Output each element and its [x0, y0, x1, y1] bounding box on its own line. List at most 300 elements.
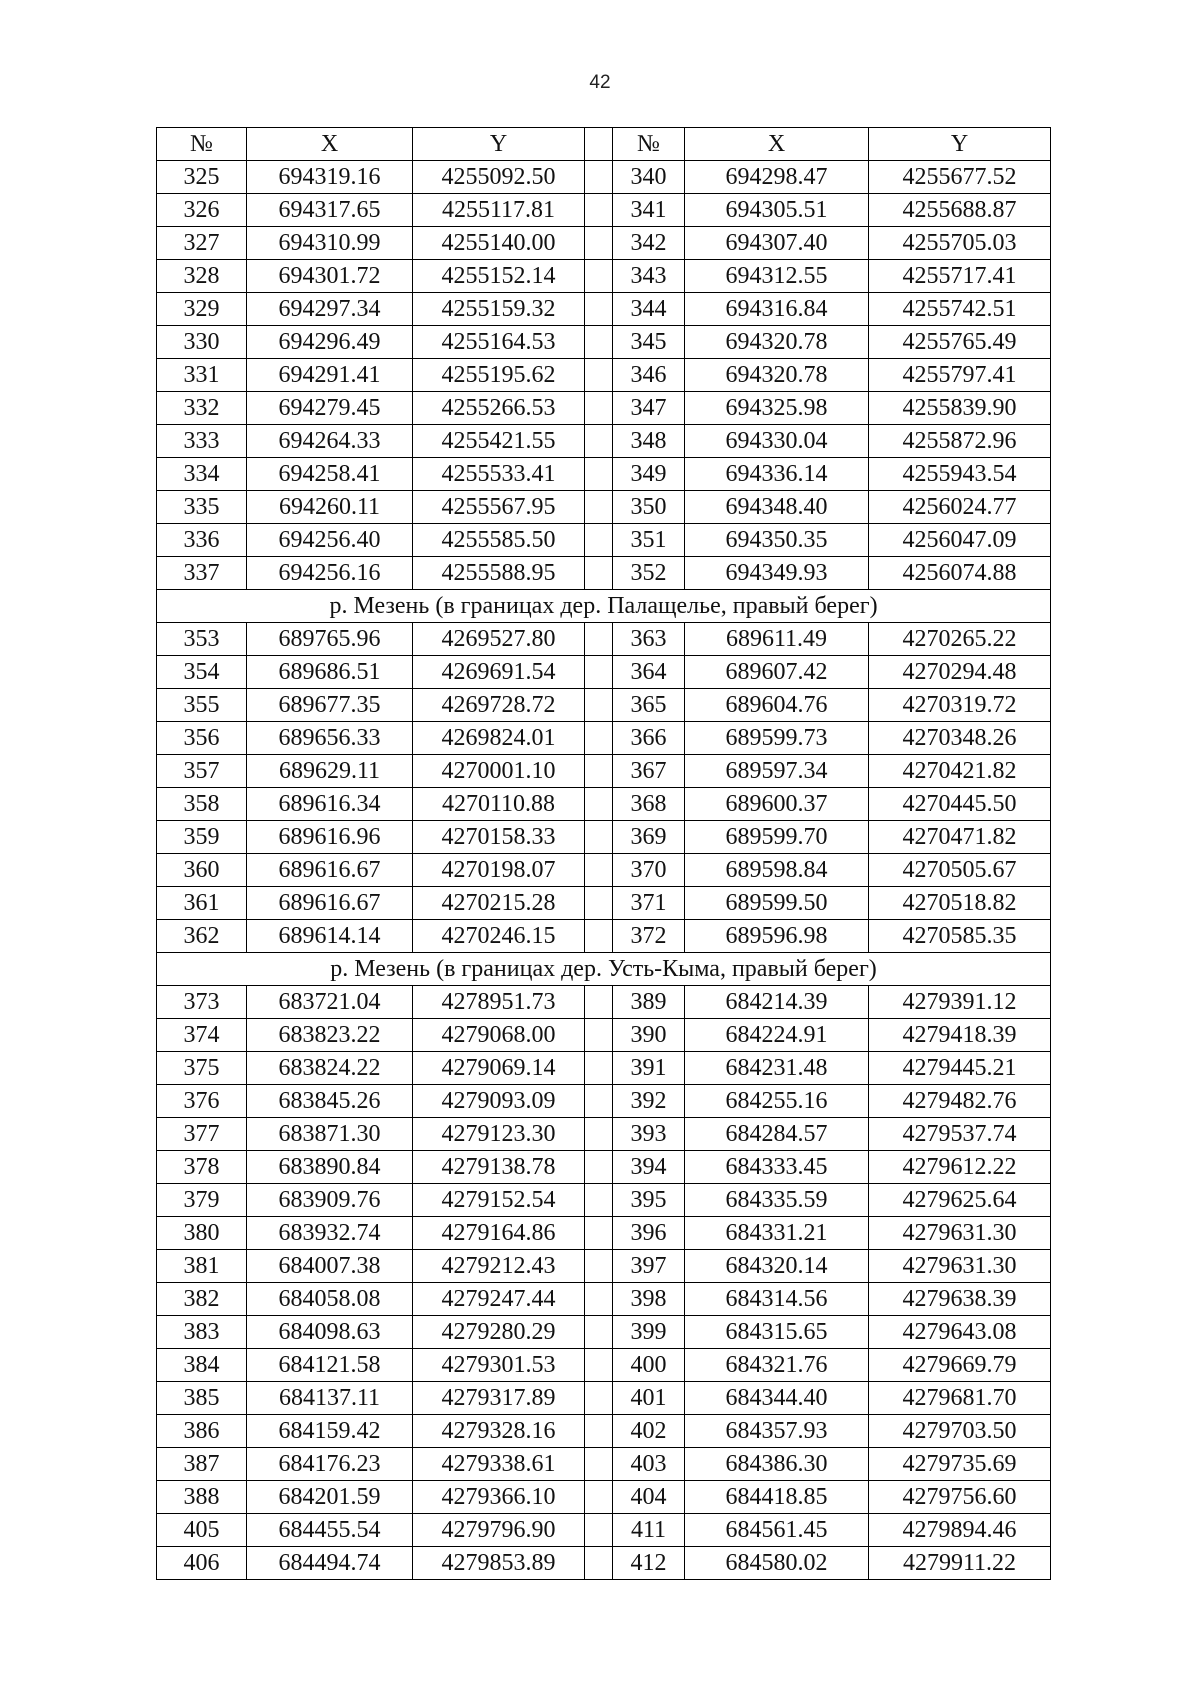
x-left: 683823.22 — [247, 1019, 413, 1052]
table-row — [157, 1151, 1051, 1184]
point-number-left: 354 — [157, 656, 247, 689]
y-right: 4255688.87 — [869, 194, 1051, 227]
point-number-left: 337 — [157, 557, 247, 590]
x-right: 694325.98 — [685, 392, 869, 425]
point-number-left: 388 — [157, 1481, 247, 1514]
header-row — [157, 128, 1051, 161]
point-number-right: 367 — [613, 755, 685, 788]
y-left: 4279796.90 — [413, 1514, 585, 1547]
y-right: 4256024.77 — [869, 491, 1051, 524]
spacer-cell — [585, 1316, 613, 1349]
x-right: 684255.16 — [685, 1085, 869, 1118]
x-left: 689629.11 — [247, 755, 413, 788]
point-number-left: 332 — [157, 392, 247, 425]
y-right: 4279756.60 — [869, 1481, 1051, 1514]
spacer-cell — [585, 227, 613, 260]
point-number-left: 374 — [157, 1019, 247, 1052]
x-left: 689765.96 — [247, 623, 413, 656]
spacer-cell — [585, 1514, 613, 1547]
point-number-right: 343 — [613, 260, 685, 293]
header-y-right: Y — [869, 128, 1051, 161]
table-row — [157, 986, 1051, 1019]
y-left: 4270001.10 — [413, 755, 585, 788]
y-left: 4255117.81 — [413, 194, 585, 227]
x-right: 694307.40 — [685, 227, 869, 260]
point-number-left: 334 — [157, 458, 247, 491]
point-number-right: 351 — [613, 524, 685, 557]
y-right: 4279735.69 — [869, 1448, 1051, 1481]
table-row — [157, 1382, 1051, 1415]
x-right: 684321.76 — [685, 1349, 869, 1382]
table-row — [157, 392, 1051, 425]
point-number-left: 328 — [157, 260, 247, 293]
y-right: 4270505.67 — [869, 854, 1051, 887]
x-right: 684231.48 — [685, 1052, 869, 1085]
x-right: 689599.50 — [685, 887, 869, 920]
spacer-cell — [585, 293, 613, 326]
y-left: 4279123.30 — [413, 1118, 585, 1151]
x-right: 684314.56 — [685, 1283, 869, 1316]
x-right: 684333.45 — [685, 1151, 869, 1184]
point-number-right: 395 — [613, 1184, 685, 1217]
x-right: 689596.98 — [685, 920, 869, 953]
x-right: 684284.57 — [685, 1118, 869, 1151]
y-left: 4255159.32 — [413, 293, 585, 326]
table-row — [157, 1283, 1051, 1316]
point-number-left: 378 — [157, 1151, 247, 1184]
x-right: 684335.59 — [685, 1184, 869, 1217]
table-row — [157, 1448, 1051, 1481]
table-row — [157, 887, 1051, 920]
point-number-right: 363 — [613, 623, 685, 656]
table-row — [157, 1184, 1051, 1217]
table-row — [157, 854, 1051, 887]
point-number-left: 375 — [157, 1052, 247, 1085]
point-number-right: 401 — [613, 1382, 685, 1415]
y-right: 4255765.49 — [869, 326, 1051, 359]
x-left: 684176.23 — [247, 1448, 413, 1481]
y-left: 4279138.78 — [413, 1151, 585, 1184]
table-row — [157, 1547, 1051, 1580]
spacer-cell — [585, 755, 613, 788]
point-number-left: 336 — [157, 524, 247, 557]
table-row — [157, 425, 1051, 458]
point-number-right: 348 — [613, 425, 685, 458]
x-left: 683824.22 — [247, 1052, 413, 1085]
x-left: 689686.51 — [247, 656, 413, 689]
y-left: 4279301.53 — [413, 1349, 585, 1382]
spacer-cell — [585, 854, 613, 887]
point-number-left: 383 — [157, 1316, 247, 1349]
x-left: 694264.33 — [247, 425, 413, 458]
header-y-left: Y — [413, 128, 585, 161]
x-left: 684007.38 — [247, 1250, 413, 1283]
header-number-right: № — [613, 128, 685, 161]
point-number-right: 398 — [613, 1283, 685, 1316]
x-right: 684331.21 — [685, 1217, 869, 1250]
spacer-cell — [585, 1415, 613, 1448]
header-spacer — [585, 128, 613, 161]
y-right: 4279703.50 — [869, 1415, 1051, 1448]
y-right: 4255943.54 — [869, 458, 1051, 491]
spacer-cell — [585, 1448, 613, 1481]
table-row — [157, 293, 1051, 326]
y-left: 4279328.16 — [413, 1415, 585, 1448]
x-left: 689614.14 — [247, 920, 413, 953]
spacer-cell — [585, 788, 613, 821]
point-number-right: 404 — [613, 1481, 685, 1514]
y-left: 4255585.50 — [413, 524, 585, 557]
y-right: 4270518.82 — [869, 887, 1051, 920]
x-right: 684315.65 — [685, 1316, 869, 1349]
y-right: 4279625.64 — [869, 1184, 1051, 1217]
point-number-right: 394 — [613, 1151, 685, 1184]
spacer-cell — [585, 1118, 613, 1151]
point-number-right: 403 — [613, 1448, 685, 1481]
y-right: 4279482.76 — [869, 1085, 1051, 1118]
point-number-right: 396 — [613, 1217, 685, 1250]
spacer-cell — [585, 392, 613, 425]
point-number-left: 405 — [157, 1514, 247, 1547]
x-left: 694258.41 — [247, 458, 413, 491]
x-left: 684137.11 — [247, 1382, 413, 1415]
point-number-right: 365 — [613, 689, 685, 722]
point-number-right: 352 — [613, 557, 685, 590]
point-number-right: 347 — [613, 392, 685, 425]
point-number-left: 406 — [157, 1547, 247, 1580]
y-right: 4279643.08 — [869, 1316, 1051, 1349]
y-left: 4255567.95 — [413, 491, 585, 524]
x-right: 694320.78 — [685, 326, 869, 359]
x-left: 694256.40 — [247, 524, 413, 557]
spacer-cell — [585, 623, 613, 656]
x-left: 683890.84 — [247, 1151, 413, 1184]
point-number-left: 355 — [157, 689, 247, 722]
y-right: 4270585.35 — [869, 920, 1051, 953]
y-right: 4270471.82 — [869, 821, 1051, 854]
point-number-right: 402 — [613, 1415, 685, 1448]
point-number-right: 346 — [613, 359, 685, 392]
x-left: 684058.08 — [247, 1283, 413, 1316]
table-row — [157, 1217, 1051, 1250]
point-number-right: 340 — [613, 161, 685, 194]
point-number-right: 371 — [613, 887, 685, 920]
spacer-cell — [585, 1481, 613, 1514]
y-left: 4270215.28 — [413, 887, 585, 920]
point-number-left: 333 — [157, 425, 247, 458]
x-left: 694296.49 — [247, 326, 413, 359]
table-row — [157, 788, 1051, 821]
spacer-cell — [585, 194, 613, 227]
x-left: 684494.74 — [247, 1547, 413, 1580]
x-right: 694316.84 — [685, 293, 869, 326]
table-row — [157, 227, 1051, 260]
y-left: 4270198.07 — [413, 854, 585, 887]
x-right: 689600.37 — [685, 788, 869, 821]
y-left: 4255266.53 — [413, 392, 585, 425]
table-row — [157, 1085, 1051, 1118]
point-number-right: 349 — [613, 458, 685, 491]
spacer-cell — [585, 722, 613, 755]
spacer-cell — [585, 458, 613, 491]
x-right: 694305.51 — [685, 194, 869, 227]
x-left: 694260.11 — [247, 491, 413, 524]
point-number-left: 377 — [157, 1118, 247, 1151]
spacer-cell — [585, 887, 613, 920]
x-right: 694336.14 — [685, 458, 869, 491]
section-title: р. Мезень (в границах дер. Палащелье, правый берег) — [157, 590, 1051, 623]
point-number-right: 390 — [613, 1019, 685, 1052]
y-right: 4255717.41 — [869, 260, 1051, 293]
table-row — [157, 1052, 1051, 1085]
spacer-cell — [585, 821, 613, 854]
y-right: 4255872.96 — [869, 425, 1051, 458]
point-number-left: 362 — [157, 920, 247, 953]
point-number-right: 344 — [613, 293, 685, 326]
y-left: 4279338.61 — [413, 1448, 585, 1481]
y-right: 4270445.50 — [869, 788, 1051, 821]
table-row — [157, 1349, 1051, 1382]
spacer-cell — [585, 491, 613, 524]
x-left: 694301.72 — [247, 260, 413, 293]
y-right: 4279631.30 — [869, 1217, 1051, 1250]
table-row — [157, 1415, 1051, 1448]
y-left: 4279093.09 — [413, 1085, 585, 1118]
y-right: 4279894.46 — [869, 1514, 1051, 1547]
x-left: 684098.63 — [247, 1316, 413, 1349]
point-number-left: 359 — [157, 821, 247, 854]
y-left: 4279069.14 — [413, 1052, 585, 1085]
point-number-right: 366 — [613, 722, 685, 755]
table-row — [157, 722, 1051, 755]
x-left: 684159.42 — [247, 1415, 413, 1448]
table-header — [157, 128, 1051, 161]
point-number-right: 342 — [613, 227, 685, 260]
point-number-left: 335 — [157, 491, 247, 524]
y-right: 4256074.88 — [869, 557, 1051, 590]
x-left: 694317.65 — [247, 194, 413, 227]
x-left: 694319.16 — [247, 161, 413, 194]
spacer-cell — [585, 1250, 613, 1283]
y-left: 4255140.00 — [413, 227, 585, 260]
x-left: 683721.04 — [247, 986, 413, 1019]
y-right: 4279681.70 — [869, 1382, 1051, 1415]
table-row — [157, 194, 1051, 227]
spacer-cell — [585, 1052, 613, 1085]
table-row — [157, 359, 1051, 392]
spacer-cell — [585, 1547, 613, 1580]
y-left: 4270110.88 — [413, 788, 585, 821]
point-number-right: 389 — [613, 986, 685, 1019]
x-right: 684320.14 — [685, 1250, 869, 1283]
y-left: 4255195.62 — [413, 359, 585, 392]
point-number-left: 326 — [157, 194, 247, 227]
spacer-cell — [585, 1019, 613, 1052]
spacer-cell — [585, 161, 613, 194]
y-right: 4279612.22 — [869, 1151, 1051, 1184]
y-right: 4279911.22 — [869, 1547, 1051, 1580]
x-left: 689677.35 — [247, 689, 413, 722]
x-right: 694320.78 — [685, 359, 869, 392]
point-number-right: 350 — [613, 491, 685, 524]
page-number: 42 — [589, 72, 611, 93]
section-title: р. Мезень (в границах дер. Усть-Кыма, правый берег) — [157, 953, 1051, 986]
point-number-right: 399 — [613, 1316, 685, 1349]
table-row — [157, 1481, 1051, 1514]
point-number-left: 373 — [157, 986, 247, 1019]
y-left: 4279317.89 — [413, 1382, 585, 1415]
spacer-cell — [585, 920, 613, 953]
point-number-right: 370 — [613, 854, 685, 887]
table-row — [157, 458, 1051, 491]
table-row — [157, 920, 1051, 953]
x-right: 684418.85 — [685, 1481, 869, 1514]
y-left: 4279212.43 — [413, 1250, 585, 1283]
point-number-left: 327 — [157, 227, 247, 260]
point-number-left: 361 — [157, 887, 247, 920]
y-left: 4279247.44 — [413, 1283, 585, 1316]
point-number-left: 379 — [157, 1184, 247, 1217]
y-left: 4269728.72 — [413, 689, 585, 722]
y-left: 4255533.41 — [413, 458, 585, 491]
x-right: 689599.70 — [685, 821, 869, 854]
point-number-right: 412 — [613, 1547, 685, 1580]
x-left: 689616.67 — [247, 854, 413, 887]
spacer-cell — [585, 425, 613, 458]
y-right: 4279537.74 — [869, 1118, 1051, 1151]
x-left: 683932.74 — [247, 1217, 413, 1250]
x-left: 694256.16 — [247, 557, 413, 590]
x-left: 689616.34 — [247, 788, 413, 821]
table-row — [157, 260, 1051, 293]
x-left: 689616.67 — [247, 887, 413, 920]
y-left: 4255164.53 — [413, 326, 585, 359]
spacer-cell — [585, 1217, 613, 1250]
y-right: 4255797.41 — [869, 359, 1051, 392]
point-number-left: 381 — [157, 1250, 247, 1283]
y-left: 4269824.01 — [413, 722, 585, 755]
point-number-left: 386 — [157, 1415, 247, 1448]
table-row — [157, 326, 1051, 359]
y-right: 4255677.52 — [869, 161, 1051, 194]
point-number-left: 330 — [157, 326, 247, 359]
y-right: 4279638.39 — [869, 1283, 1051, 1316]
x-right: 694298.47 — [685, 161, 869, 194]
y-right: 4270319.72 — [869, 689, 1051, 722]
y-left: 4255092.50 — [413, 161, 585, 194]
table-body — [157, 161, 1051, 1580]
y-right: 4270421.82 — [869, 755, 1051, 788]
table-row — [157, 491, 1051, 524]
spacer-cell — [585, 1085, 613, 1118]
x-right: 689611.49 — [685, 623, 869, 656]
point-number-right: 369 — [613, 821, 685, 854]
spacer-cell — [585, 986, 613, 1019]
x-right: 684561.45 — [685, 1514, 869, 1547]
point-number-left: 382 — [157, 1283, 247, 1316]
point-number-right: 364 — [613, 656, 685, 689]
point-number-right: 368 — [613, 788, 685, 821]
table-row — [157, 524, 1051, 557]
table-row — [157, 161, 1051, 194]
x-right: 694348.40 — [685, 491, 869, 524]
table-row — [157, 1118, 1051, 1151]
spacer-cell — [585, 656, 613, 689]
point-number-right: 372 — [613, 920, 685, 953]
point-number-right: 391 — [613, 1052, 685, 1085]
point-number-right: 392 — [613, 1085, 685, 1118]
x-left: 694279.45 — [247, 392, 413, 425]
point-number-right: 411 — [613, 1514, 685, 1547]
x-left: 694297.34 — [247, 293, 413, 326]
x-left: 689656.33 — [247, 722, 413, 755]
spacer-cell — [585, 1349, 613, 1382]
table-row — [157, 755, 1051, 788]
spacer-cell — [585, 524, 613, 557]
coordinates-table — [156, 127, 1051, 1580]
y-right: 4255742.51 — [869, 293, 1051, 326]
point-number-right: 393 — [613, 1118, 685, 1151]
y-right: 4279445.21 — [869, 1052, 1051, 1085]
point-number-left: 380 — [157, 1217, 247, 1250]
y-left: 4255421.55 — [413, 425, 585, 458]
section-row — [157, 953, 1051, 986]
x-right: 694350.35 — [685, 524, 869, 557]
point-number-left: 387 — [157, 1448, 247, 1481]
point-number-left: 385 — [157, 1382, 247, 1415]
x-right: 684357.93 — [685, 1415, 869, 1448]
x-left: 684455.54 — [247, 1514, 413, 1547]
point-number-right: 345 — [613, 326, 685, 359]
y-right: 4279391.12 — [869, 986, 1051, 1019]
x-right: 689597.34 — [685, 755, 869, 788]
y-right: 4255705.03 — [869, 227, 1051, 260]
table-row — [157, 1514, 1051, 1547]
header-x-right: X — [685, 128, 869, 161]
x-right: 684214.39 — [685, 986, 869, 1019]
section-row — [157, 590, 1051, 623]
table-row — [157, 656, 1051, 689]
point-number-left: 384 — [157, 1349, 247, 1382]
y-right: 4279418.39 — [869, 1019, 1051, 1052]
y-right: 4270265.22 — [869, 623, 1051, 656]
table-row — [157, 557, 1051, 590]
table-row — [157, 1316, 1051, 1349]
x-right: 684344.40 — [685, 1382, 869, 1415]
x-right: 684386.30 — [685, 1448, 869, 1481]
y-left: 4255152.14 — [413, 260, 585, 293]
point-number-left: 356 — [157, 722, 247, 755]
y-right: 4279631.30 — [869, 1250, 1051, 1283]
point-number-left: 357 — [157, 755, 247, 788]
x-right: 684224.91 — [685, 1019, 869, 1052]
y-left: 4255588.95 — [413, 557, 585, 590]
point-number-left: 360 — [157, 854, 247, 887]
spacer-cell — [585, 1382, 613, 1415]
x-left: 684121.58 — [247, 1349, 413, 1382]
point-number-left: 353 — [157, 623, 247, 656]
point-number-left: 376 — [157, 1085, 247, 1118]
point-number-left: 325 — [157, 161, 247, 194]
x-left: 694310.99 — [247, 227, 413, 260]
x-left: 683871.30 — [247, 1118, 413, 1151]
y-left: 4269691.54 — [413, 656, 585, 689]
y-left: 4279152.54 — [413, 1184, 585, 1217]
spacer-cell — [585, 557, 613, 590]
y-right: 4270348.26 — [869, 722, 1051, 755]
spacer-cell — [585, 1151, 613, 1184]
spacer-cell — [585, 1184, 613, 1217]
